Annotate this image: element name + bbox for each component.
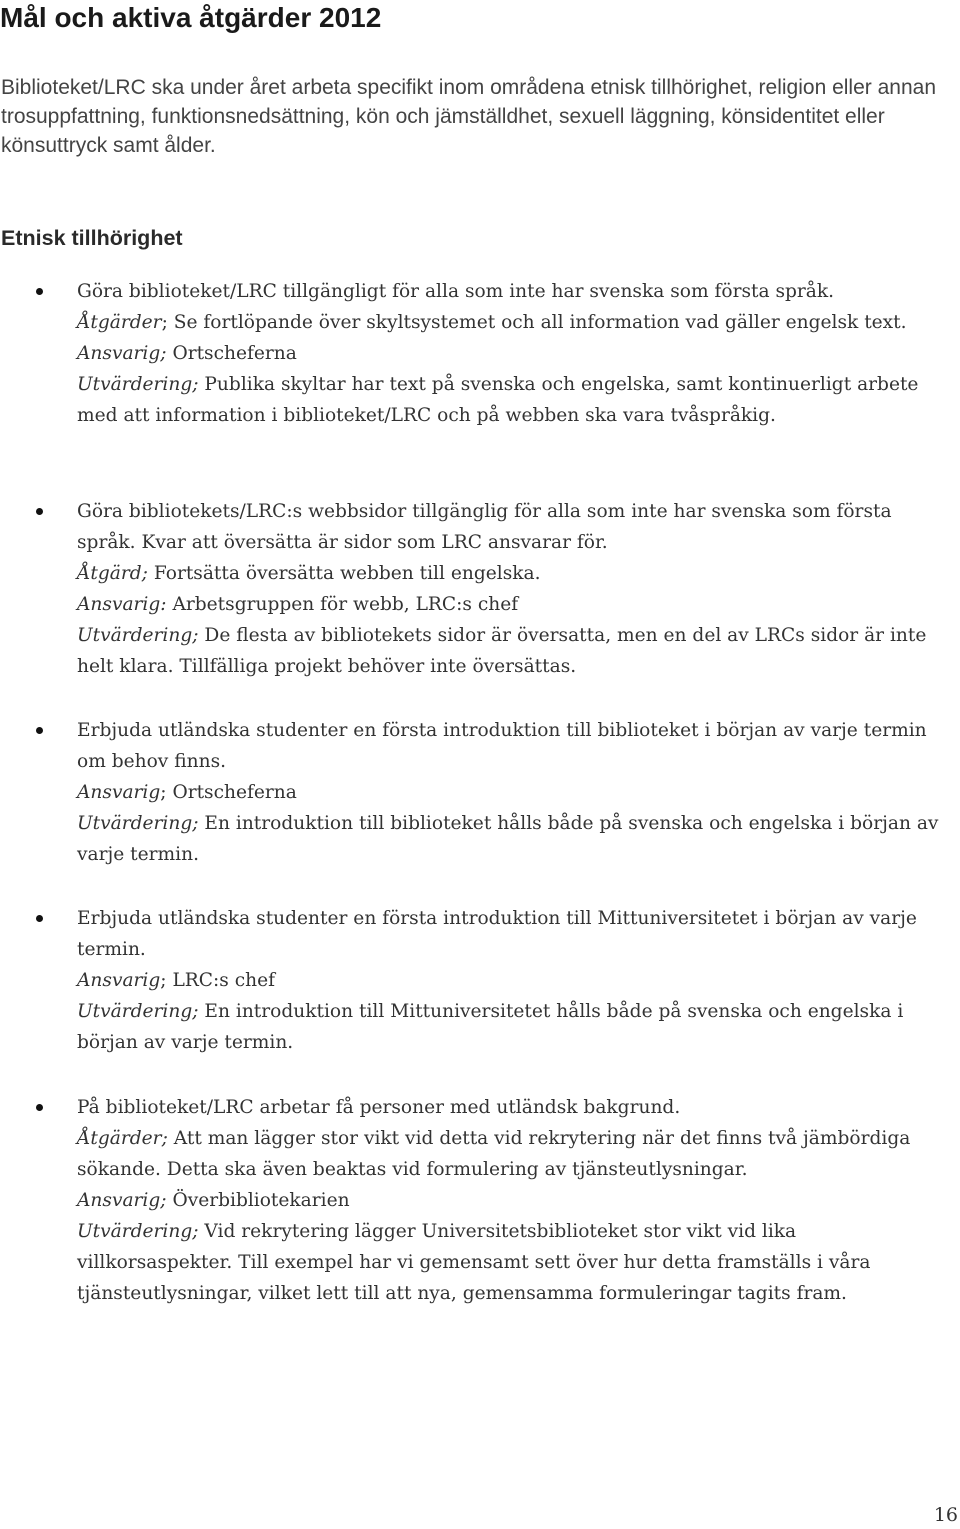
goal-text: Erbjuda utländska studenter en första introduktion till biblioteket i början av varje termin om behov finns. (77, 720, 927, 772)
bullet-icon (36, 288, 43, 295)
action-text: Att man lägger stor vikt vid detta vid rekrytering när det finns två jämbördiga sökande. Detta ska även beaktas vid formulering av tjänsteutlysningar. (77, 1128, 911, 1180)
responsible-label: Ansvarig (77, 782, 161, 803)
goal-evaluation (77, 369, 953, 431)
action-label: Åtgärder; (77, 1128, 168, 1149)
goal-action (77, 558, 953, 589)
goal-action (77, 1123, 953, 1185)
evaluation-text: De flesta av bibliotekets sidor är översatta, men en del av LRCs sidor är inte helt klara. Tillfälliga projekt behöver inte översättas. (77, 625, 927, 677)
goal-evaluation (77, 808, 953, 870)
responsible-label: Ansvarig (77, 970, 161, 991)
goal-item (77, 496, 953, 682)
responsible-label: Ansvarig: (77, 594, 167, 615)
goal-responsible (77, 1185, 953, 1216)
responsible-label: Ansvarig; (77, 1190, 167, 1211)
evaluation-label: Utvärdering; (77, 1221, 199, 1242)
goal-item (77, 715, 953, 870)
action-label: Åtgärder (77, 312, 162, 333)
action-text: ; Se fortlöpande över skyltsystemet och all information vad gäller engelsk text. (161, 312, 907, 333)
evaluation-text: En introduktion till Mittuniversitetet hålls både på svenska och engelska i början av varje termin. (77, 1001, 904, 1053)
goal-evaluation (77, 996, 953, 1058)
goal-item (77, 1092, 953, 1309)
goal-evaluation (77, 620, 953, 682)
responsible-text: ; Ortscheferna (160, 782, 297, 803)
responsible-text: Arbetsgruppen för webb, LRC:s chef (166, 594, 519, 615)
evaluation-label: Utvärdering; (77, 625, 199, 646)
responsible-text: Överbibliotekarien (166, 1190, 350, 1211)
goal-responsible (77, 338, 953, 369)
responsible-text: Ortscheferna (166, 343, 297, 364)
action-label: Åtgärd; (77, 563, 148, 584)
evaluation-text: Publika skyltar har text på svenska och engelska, samt kontinuerligt arbete med att information i biblioteket/LRC och på webben ska vara tvåspråkig. (77, 374, 919, 426)
goal-responsible (77, 777, 953, 808)
responsible-label: Ansvarig; (77, 343, 167, 364)
goal-evaluation (77, 1216, 953, 1309)
goal-text: Erbjuda utländska studenter en första introduktion till Mittuniversitetet i början av varje termin. (77, 908, 917, 960)
goal-text: Göra biblioteket/LRC tillgängligt för alla som inte har svenska som första språk. (77, 281, 835, 302)
bullet-icon (36, 727, 43, 734)
bullet-icon (36, 915, 43, 922)
evaluation-text: Vid rekrytering lägger Universitetsbiblioteket stor vikt vid lika villkorsaspekter. Till exempel har vi gemensamt sett över hur detta framställs i våra tjänsteutlysningar, vilket lett till att nya, gemensamma formuleringar tagits fram. (77, 1221, 871, 1304)
responsible-text: ; LRC:s chef (160, 970, 276, 991)
intro-paragraph: Biblioteket/LRC ska under året arbeta specifikt inom områdena etnisk tillhörighet, religion eller annan trosuppfattning, funktionsnedsättning, kön och jämställdhet, sexuell läggning, könsidentitet eller könsuttryck samt ålder. (1, 76, 937, 157)
goal-item (77, 903, 953, 1058)
page-title: Mål och aktiva åtgärder 2012 (0, 2, 382, 33)
evaluation-label: Utvärdering; (77, 813, 199, 834)
goal-responsible (77, 965, 953, 996)
action-text: Fortsätta översätta webben till engelska. (147, 563, 541, 584)
goal-item (77, 276, 953, 431)
bullet-icon (36, 508, 43, 515)
bullet-icon (36, 1104, 43, 1111)
goal-action (77, 307, 953, 338)
goal-text: På biblioteket/LRC arbetar få personer med utländsk bakgrund. (77, 1097, 681, 1118)
evaluation-label: Utvärdering; (77, 1001, 199, 1022)
section-heading: Etnisk tillhörighet (1, 226, 183, 250)
page-number: 16 (933, 1504, 958, 1526)
goal-text: Göra bibliotekets/LRC:s webbsidor tillgänglig för alla som inte har svenska som första språk. Kvar att översätta är sidor som LRC ansvarar för. (77, 501, 892, 553)
evaluation-text: En introduktion till biblioteket hålls både på svenska och engelska i början av varje termin. (77, 813, 939, 865)
goal-responsible (77, 589, 953, 620)
evaluation-label: Utvärdering; (77, 374, 199, 395)
